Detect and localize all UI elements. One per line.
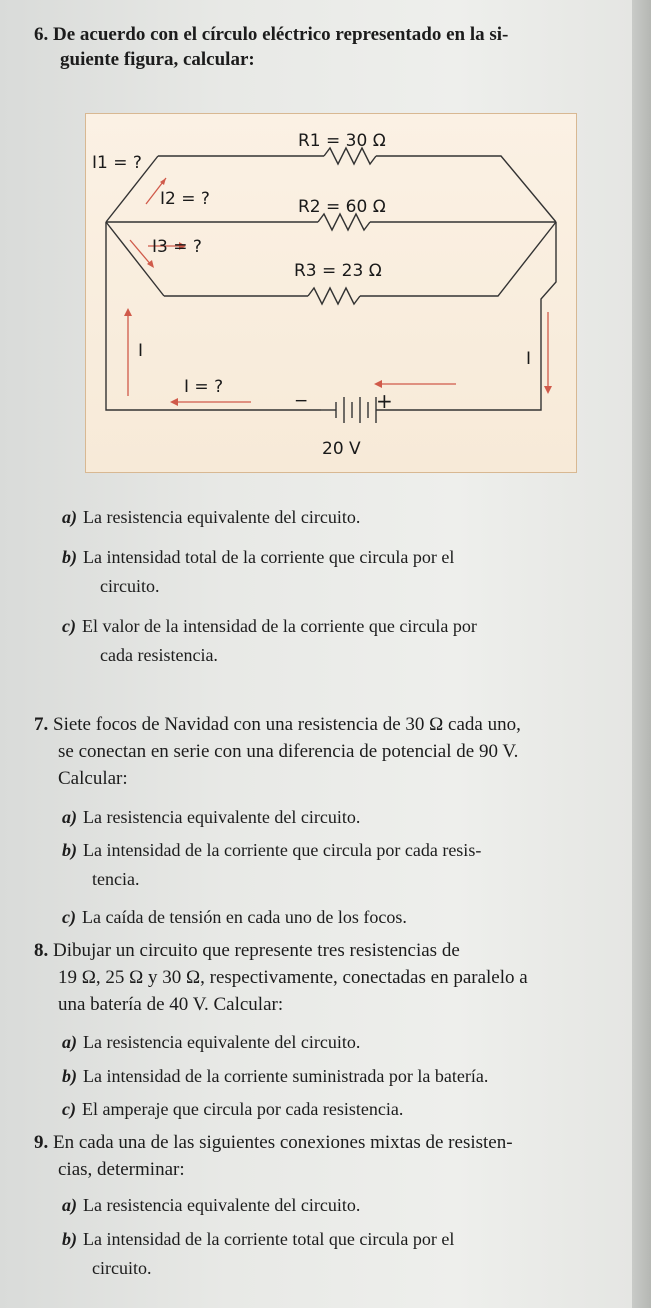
problem-7-item-c: c) La caída de tensión en cada uno de los focos. [62,907,407,927]
arrow-i3-icon [130,240,154,268]
arrow-battery-icon [374,380,456,388]
problem-6-line-2: guiente figura, calcular: [60,49,255,70]
problem-6-line-1: De acuerdo con el círculo eléctrico representado en la si- [53,24,509,45]
problem-9-statement [34,1129,624,1183]
problem-8-line-1: Dibujar un circuito que represente tres resistencias de [53,940,460,961]
left-junction-lower [106,222,164,296]
label-i-left: I [138,341,144,361]
label-r2: R2 = 60 Ω [298,197,386,217]
problem-8-statement [34,937,624,1018]
label-voltage: 20 V [322,439,361,459]
problem-7-item-b: b) La intensidad de la corriente que circula por cada resis- tencia. [62,840,482,889]
problem-8-item-b: b) La intensidad de la corriente suministrada por la batería. [62,1066,489,1086]
problem-7-item-a: a) La resistencia equivalente del circuito. [62,807,361,827]
r3-resistor-symbol [308,288,360,304]
problem-8-item-a: a) La resistencia equivalente del circuito. [62,1032,361,1052]
outer-wire-right [461,222,556,410]
problem-6-item-a: a) La resistencia equivalente del circuito. [62,507,361,527]
problem-9-item-b: b) La intensidad de la corriente total que circula por el circuito. [62,1229,455,1278]
problem-6-statement [34,22,624,72]
r3-wire-right [360,222,556,296]
problem-6-item-b: b) La intensidad total de la corriente que circula por el circuito. [62,547,455,596]
problem-6-item-c: c) El valor de la intensidad de la corriente que circula por cada resistencia. [62,616,477,665]
problem-9-number: 9. [34,1132,49,1153]
r1-wire-right [376,156,556,222]
problem-9-line-1: En cada una de las siguientes conexiones mixtas de resisten- [53,1132,513,1153]
page-edge-shadow [632,0,651,1308]
problem-8-number: 8. [34,940,49,961]
label-plus: + [376,389,393,413]
label-r1: R1 = 30 Ω [298,131,386,151]
problem-7-line-3: Calcular: [58,768,128,789]
arrow-left-up-icon [124,308,132,396]
arrow-bottom-left-icon [170,398,251,406]
label-i3: I3 = ? [152,237,202,257]
problem-9-line-2: cias, determinar: [58,1159,185,1180]
label-i-right: I [526,349,532,369]
circuit-diagram [86,114,576,472]
problem-7-line-1: Siete focos de Navidad con una resistencia de 30 Ω cada uno, [53,714,521,735]
problem-8-line-2: 19 Ω, 25 Ω y 30 Ω, respectivamente, conectadas en paralelo a [58,967,528,988]
label-minus: − [294,391,309,411]
problem-8-line-3: una batería de 40 V. Calcular: [58,994,284,1015]
arrow-right-down-icon [544,312,552,394]
problem-8-item-c: c) El amperaje que circula por cada resistencia. [62,1099,404,1119]
problem-7-statement [34,711,624,792]
circuit-figure [85,113,577,473]
problem-7-line-2: se conectan en serie con una diferencia de potencial de 90 V. [58,741,519,762]
label-i2: I2 = ? [160,189,210,209]
problem-9-item-a: a) La resistencia equivalente del circuito. [62,1195,361,1215]
label-i1: I1 = ? [92,153,142,173]
problem-6-number: 6. [34,24,49,45]
problem-7-number: 7. [34,714,49,735]
label-i-total: I = ? [184,377,224,397]
label-r3: R3 = 23 Ω [294,261,382,281]
